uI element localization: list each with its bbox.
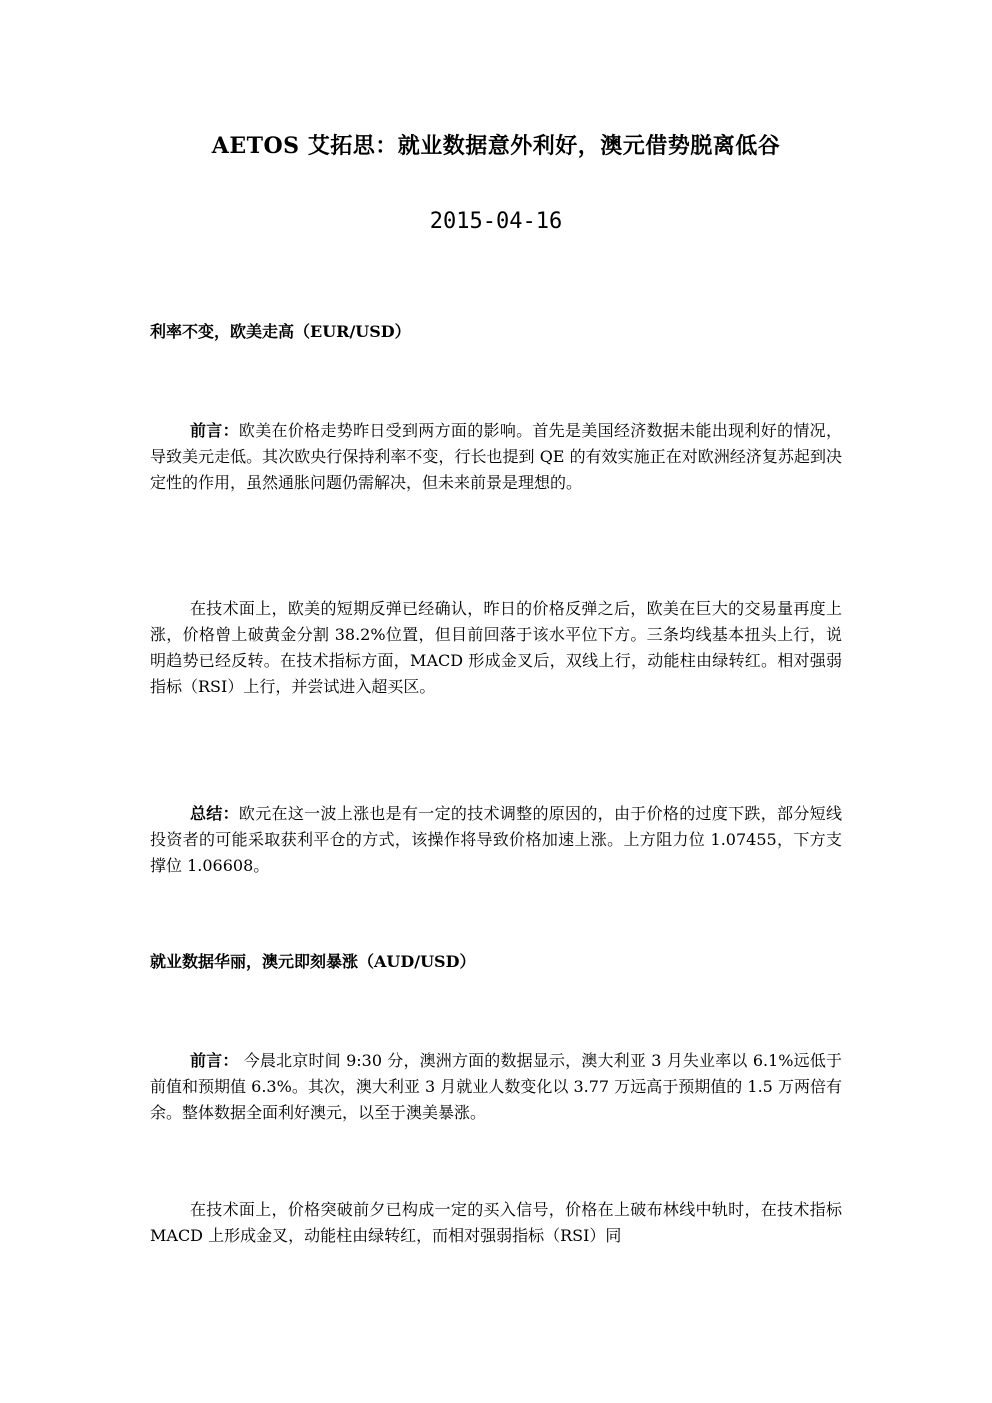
intro-text: 今晨北京时间 9:30 分，澳洲方面的数据显示，澳大利亚 3 月失业率以 6.1%远低于前值和预期值 6.3%。其次，澳大利亚 3 月就业人数变化以 3.77 万远高于预期值的 1.5 万两倍有余。整体数据全面利好澳元，以至于澳美暴涨。 [150,1051,842,1122]
summary-text: 欧元在这一波上涨也是有一定的技术调整的原因的，由于价格的过度下跌，部分短线投资者的可能采取获利平仓的方式，该操作将导致价格加速上涨。上方阻力位 1.07455，下方支撑位 1.06608。 [150,804,842,875]
section-heading-eur-usd: 利率不变，欧美走高（EUR/USD） [150,322,411,341]
section-heading-aud-usd: 就业数据华丽，澳元即刻暴涨（AUD/USD） [150,952,476,971]
aud-usd-intro-paragraph [150,1048,842,1126]
summary-lead-label: 总结： [190,804,239,823]
eur-usd-summary-paragraph [150,801,842,879]
eur-usd-technical-paragraph: 在技术面上，欧美的短期反弹已经确认，昨日的价格反弹之后，欧美在巨大的交易量再度上涨，价格曾上破黄金分割 38.2%位置，但目前回落于该水平位下方。三条均线基本扭头上行，说明趋势已经反转。在技术指标方面，MACD 形成金叉后，双线上行，动能柱由绿转红。相对强弱指标（RSI）上行，并尝试进入超买区。 [150,599,842,696]
intro-text: 欧美在价格走势昨日受到两方面的影响。首先是美国经济数据未能出现利好的情况，导致美元走低。其次欧央行保持利率不变，行长也提到 QE 的有效实施正在对欧洲经济复苏起到决定性的作用，虽然通胀问题仍需解决，但未来前景是理想的。 [150,421,842,492]
aud-usd-technical-paragraph: 在技术面上，价格突破前夕已构成一定的买入信号，价格在上破布林线中轨时，在技术指标 MACD 上形成金叉，动能柱由绿转红，而相对强弱指标（RSI）同 [150,1200,842,1245]
eur-usd-intro-paragraph [150,418,842,496]
document-date: 2015-04-16 [429,209,563,234]
intro-lead-label: 前言： [190,1051,239,1070]
document-title: AETOS 艾拓思：就业数据意外利好，澳元借势脱离低谷 [211,133,781,159]
intro-lead-label: 前言： [190,421,239,440]
